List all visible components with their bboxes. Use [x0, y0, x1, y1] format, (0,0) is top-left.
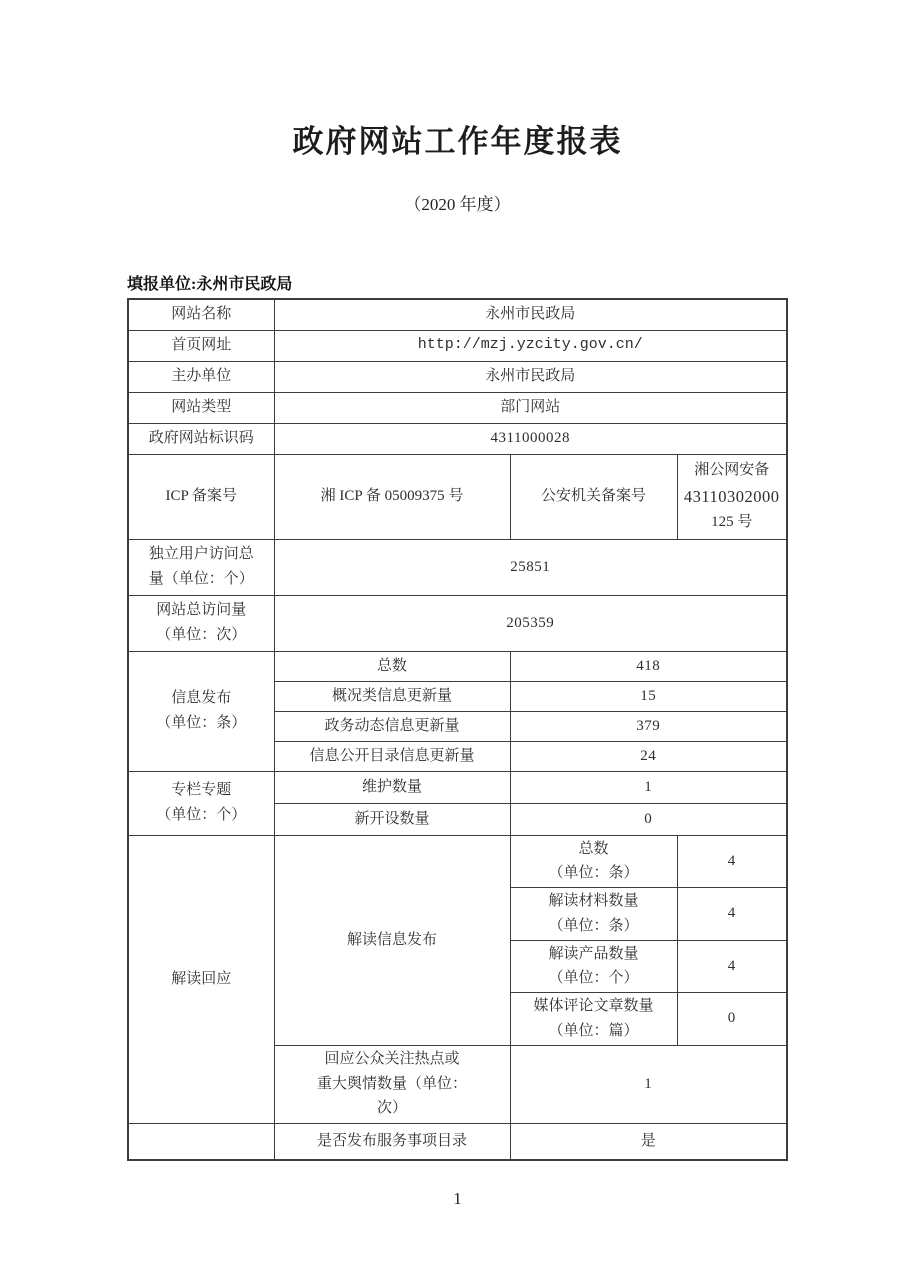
unique-visitors-label: [128, 539, 274, 595]
total-visits-label: [128, 595, 274, 651]
special-topics-item-value: 0: [510, 803, 787, 835]
interpretation-publish-label: 解读信息发布: [274, 835, 510, 1045]
page-number: 1: [453, 1189, 462, 1208]
home-url-value: http://mzj.yzcity.gov.cn/: [274, 330, 787, 361]
label-line: （单位：条）: [548, 917, 639, 934]
hot-response-label: [274, 1045, 510, 1123]
service-catalog-label: 是否发布服务事项目录: [274, 1123, 510, 1160]
police-record-line: 湘公网安备: [694, 462, 770, 479]
label-line: 解读材料数量: [548, 893, 639, 909]
site-name-value: 永州市民政局: [274, 299, 787, 330]
table-row: [128, 1123, 787, 1160]
info-publish-item-value: 379: [510, 711, 787, 741]
reporting-unit-label: 填报单位:永州市民政局: [127, 276, 293, 293]
label-line: 专栏专题: [171, 782, 232, 799]
label-line: 量（单位：个）: [148, 571, 254, 587]
interpretation-item-value: 4: [677, 835, 787, 888]
info-publish-item-label: 信息公开目录信息更新量: [274, 741, 510, 771]
site-type-label: 网站类型: [128, 392, 274, 423]
info-publish-label: [128, 651, 274, 771]
label-line: 信息发布: [171, 690, 232, 707]
police-record-line: 43110302000: [683, 486, 780, 506]
special-topics-item-label: 维护数量: [274, 771, 510, 803]
label-line: （单位：篇）: [548, 1022, 639, 1039]
hot-response-value: 1: [510, 1045, 787, 1123]
special-topics-item-label: 新开设数量: [274, 803, 510, 835]
table-row: [128, 330, 787, 361]
police-record-value: [677, 454, 787, 539]
special-topics-item-value: 1: [510, 771, 787, 803]
home-url-label: 首页网址: [128, 330, 274, 361]
unique-visitors-value: 25851: [274, 539, 787, 595]
label-line: 次）: [376, 1100, 407, 1117]
label-line: （单位：条）: [548, 865, 639, 882]
label-line: 独立用户访问总: [148, 546, 254, 563]
site-code-value: 4311000028: [274, 423, 787, 454]
interpretation-item-label: [510, 835, 677, 888]
label-line: （单位：次）: [156, 627, 247, 643]
site-name-label: 网站名称: [128, 299, 274, 330]
icp-label: ICP 备案号: [128, 454, 274, 539]
label-line: （单位：条）: [156, 715, 247, 731]
organizer-value: 永州市民政局: [274, 361, 787, 392]
interpretation-item-label: [510, 993, 677, 1046]
label-line: （单位：个）: [548, 970, 639, 987]
special-topics-label: [128, 771, 274, 835]
table-row: [128, 454, 787, 539]
label-line: （单位：个）: [156, 807, 247, 823]
police-record-label: 公安机关备案号: [510, 454, 677, 539]
interpretation-item-label: [510, 888, 677, 941]
interpretation-item-label: [510, 940, 677, 993]
table-row: [128, 835, 787, 888]
info-publish-item-value: 418: [510, 651, 787, 681]
label-line: 重大舆情数量（单位：: [316, 1075, 467, 1092]
table-row: [128, 361, 787, 392]
info-publish-item-value: 15: [510, 681, 787, 711]
label-line: 网站总访问量: [156, 602, 247, 619]
interpretation-item-value: 4: [677, 940, 787, 993]
table-row: [128, 771, 787, 803]
interpretation-item-value: 0: [677, 993, 787, 1046]
table-row: [128, 651, 787, 681]
info-publish-item-value: 24: [510, 741, 787, 771]
label-line: 解读产品数量: [548, 945, 639, 962]
interpretation-item-value: 4: [677, 888, 787, 941]
info-publish-item-label: 总数: [274, 651, 510, 681]
table-row: [128, 539, 787, 595]
icp-value: 湘 ICP 备 05009375 号: [274, 454, 510, 539]
site-type-value: 部门网站: [274, 392, 787, 423]
label-line: 回应公众关注热点或: [324, 1050, 460, 1067]
service-catalog-value: 是: [510, 1123, 787, 1160]
table-row: [128, 299, 787, 330]
document-content: [127, 0, 788, 1209]
label-line: 媒体评论文章数量: [533, 998, 654, 1014]
page-subtitle: （2020 年度）: [404, 195, 511, 214]
page-title: 政府网站工作年度报表: [292, 124, 623, 159]
total-visits-value: 205359: [274, 595, 787, 651]
organizer-label: 主办单位: [128, 361, 274, 392]
empty-cell: [128, 1123, 274, 1160]
annual-report-table: [127, 298, 788, 1161]
info-publish-item-label: 概况类信息更新量: [274, 681, 510, 711]
table-row: [128, 423, 787, 454]
info-publish-item-label: 政务动态信息更新量: [274, 711, 510, 741]
table-row: [128, 595, 787, 651]
label-line: 总数: [578, 840, 609, 857]
police-record-line: 125 号: [711, 514, 753, 531]
table-row: [128, 392, 787, 423]
site-code-label: 政府网站标识码: [128, 423, 274, 454]
interpretation-label: 解读回应: [128, 835, 274, 1123]
